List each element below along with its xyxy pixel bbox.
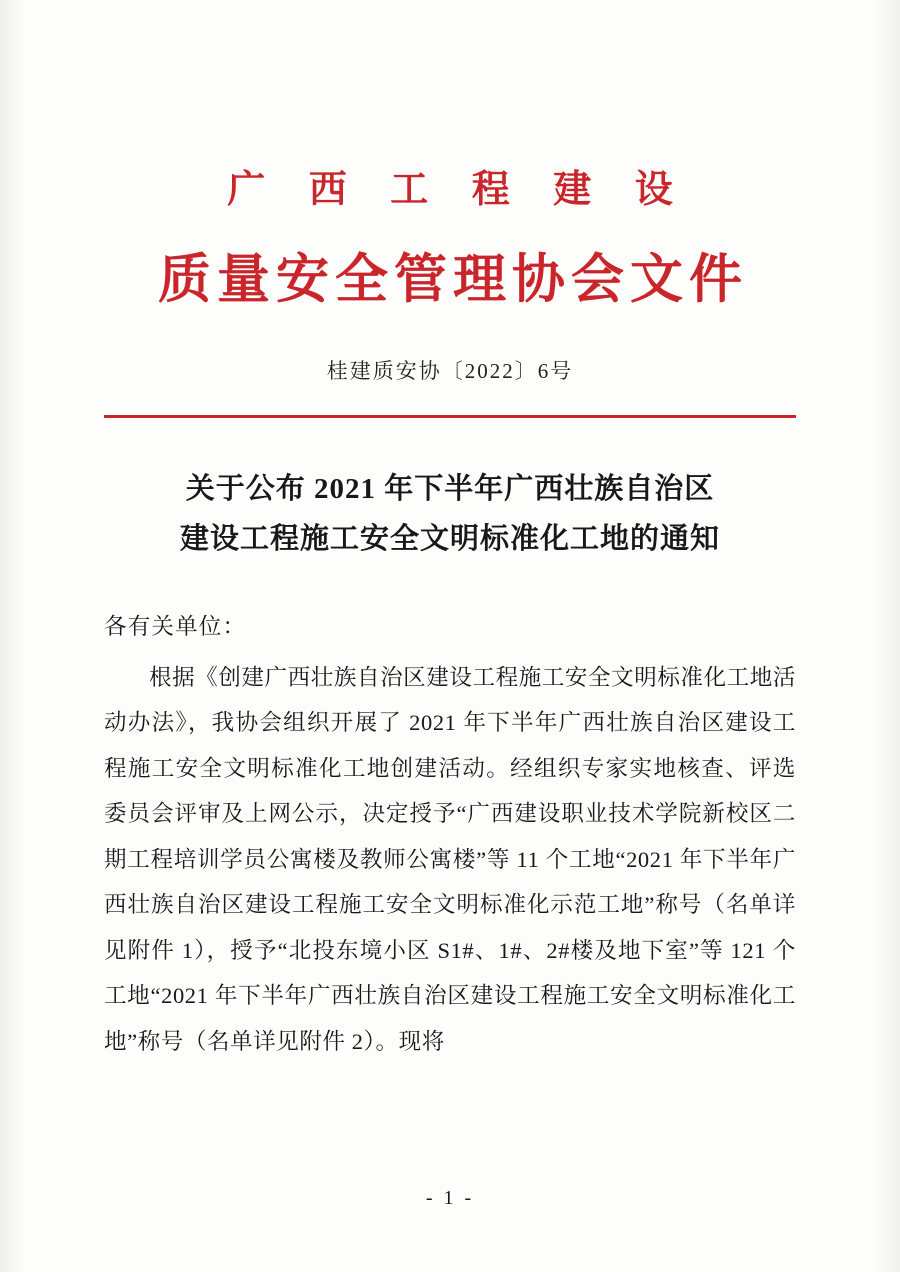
masthead bbox=[104, 168, 796, 311]
masthead-line-1: 广 西 工 程 建 设 bbox=[227, 169, 690, 211]
document-body bbox=[0, 168, 900, 1064]
body-paragraph-1: 根据《创建广西壮族自治区建设工程施工安全文明标准化工地活动办法》，我协会组织开展了 2021 年下半年广西壮族自治区建设工程施工安全文明标准化工地创建活动。经组织专家实地核查、评选委员会评审及上网公示，决定授予“广西建设职业技术学院新校区二期工程培训学员公寓楼及教师公寓楼”等 11 个工地“2021 年下半年广西壮族自治区建设工程施工安全文明标准化示范工地”称号（名单详见附件 1），授予“北投东境小区 S1#、1#、2#楼及地下室”等 121 个工地“2021 年下半年广西壮族自治区建设工程施工安全文明标准化工地”称号（名单详见附件 2）。现将 bbox=[104, 665, 796, 1054]
red-divider-rule bbox=[104, 415, 796, 418]
salutation: 各有关单位： bbox=[104, 614, 247, 640]
masthead-line-2: 质量安全管理协会文件 bbox=[158, 250, 748, 309]
page-number: - 1 - bbox=[425, 1187, 475, 1209]
page-title bbox=[104, 464, 796, 566]
page-title-line-2: 建设工程施工安全文明标准化工地的通知 bbox=[179, 523, 720, 556]
document-number: 桂建质安协〔2022〕6号 bbox=[326, 358, 574, 383]
page-title-line-1: 关于公布 2021 年下半年广西壮族自治区 bbox=[185, 472, 715, 505]
